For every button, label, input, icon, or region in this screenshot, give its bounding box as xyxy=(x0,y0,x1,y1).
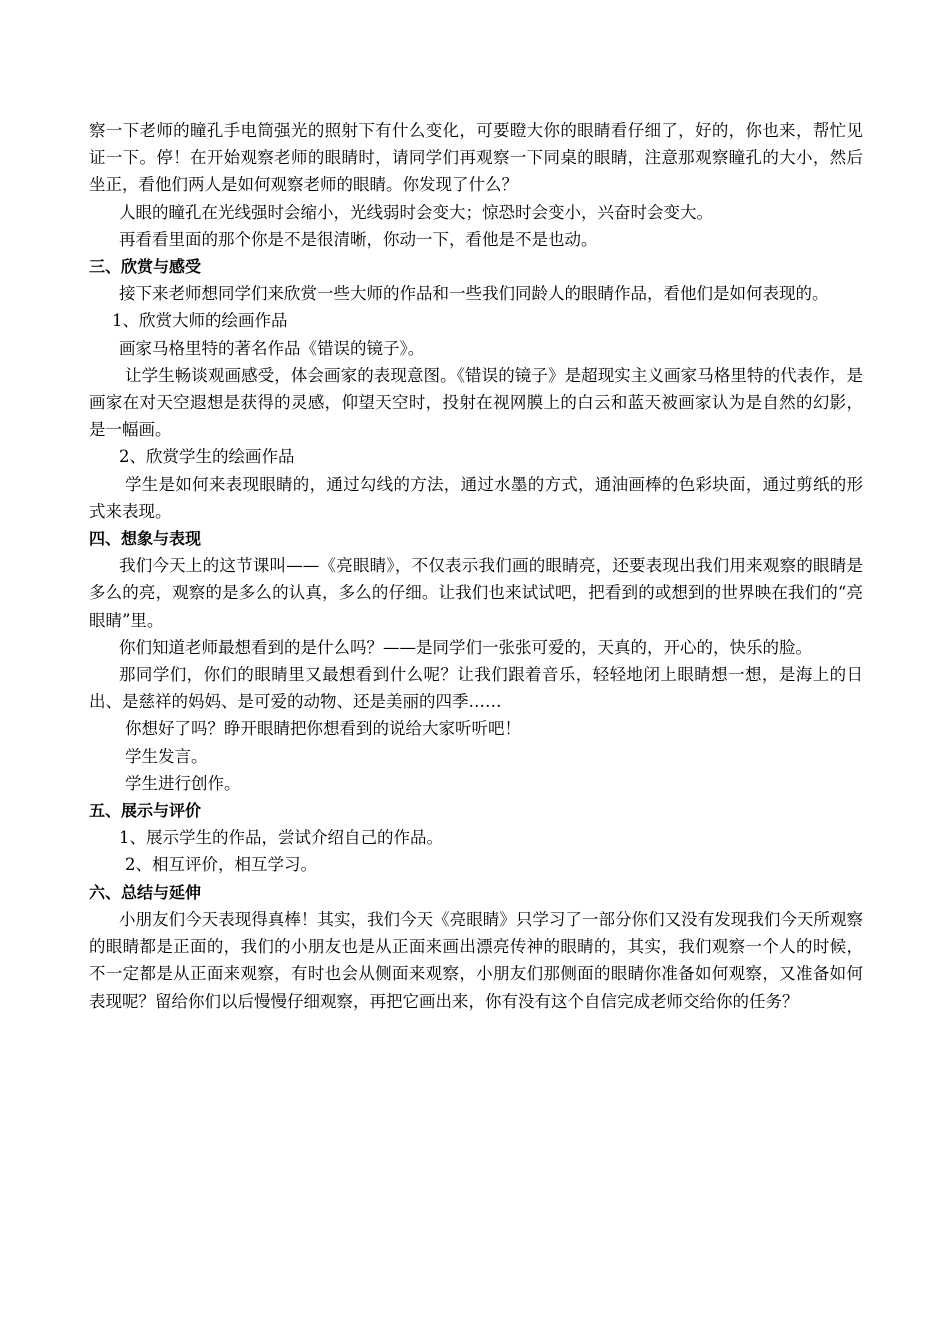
section-3-item-1: 1、欣赏大师的绘画作品 xyxy=(112,311,288,331)
section-5-item-1: 1、展示学生的作品，尝试介绍自己的作品。 xyxy=(119,828,443,848)
section-3-paragraph-1: 接下来老师想同学们来欣赏一些大师的作品和一些我们同龄人的眼睛作品，看他们是如何表现的。 xyxy=(119,284,829,304)
intro-paragraph-3: 再看看里面的那个你是不是很清晰，你动一下，看他是不是也动。 xyxy=(119,229,598,249)
section-5-item-2: 2、相互评价，相互学习。 xyxy=(125,855,317,875)
section-4-heading: 四、想象与表现 xyxy=(89,529,202,549)
section-4-paragraph-1: 我们今天上的这节课叫——《亮眼睛》，不仅表示我们画的眼睛亮，还要表现出我们用来观察的眼睛是多么的亮，观察的是多么的认真，多么的仔细。让我们也来试试吧，把看到的或想到的世界映在我们的“亮眼睛”里。 xyxy=(89,556,863,630)
section-3-paragraph-3: 让学生畅谈观画感受，体会画家的表现意图。《错误的镜子》是超现实主义画家马格里特的代表作，是画家在对天空遐想是获得的灵感，仰望天空时，投射在视网膜上的白云和蓝天被画家认为是自然的幻影，是一幅画。 xyxy=(89,365,863,440)
intro-paragraph-1: 察一下老师的瞳孔手电筒强光的照射下有什么变化，可要瞪大你的眼睛看仔细了，好的，你也来，帮忙见证一下。停！在开始观察老师的眼睛时，请同学们再观察一下同桌的眼睛，注意那观察瞳孔的大小，然后坐正，看他们两人是如何观察老师的眼睛。你发现了什么？ xyxy=(89,121,863,195)
section-3-paragraph-4: 学生是如何来表现眼睛的，通过勾线的方法，通过水墨的方式，通油画棒的色彩块面，通过剪纸的形式来表现。 xyxy=(89,474,863,521)
section-3-item-2: 2、欣赏学生的绘画作品 xyxy=(119,447,295,467)
document-body xyxy=(89,117,863,1015)
section-4-paragraph-2: 你们知道老师最想看到的是什么吗？——是同学们一张张可爱的，天真的，开心的，快乐的脸。 xyxy=(119,637,812,657)
section-4-paragraph-6: 学生进行创作。 xyxy=(125,773,241,793)
section-5-heading: 五、展示与评价 xyxy=(89,801,202,821)
intro-paragraph-2: 人眼的瞳孔在光线强时会缩小，光线弱时会变大；惊恐时会变小，兴奋时会变大。 xyxy=(119,202,713,222)
section-4-paragraph-5: 学生发言。 xyxy=(125,746,208,766)
section-4-paragraph-3: 那同学们，你们的眼睛里又最想看到什么呢？让我们跟着音乐，轻轻地闭上眼睛想一想，是海上的日出、是慈祥的妈妈、是可爱的动物、还是美丽的四季…… xyxy=(89,665,863,712)
section-6-heading: 六、总结与延伸 xyxy=(89,882,202,902)
section-3-paragraph-2: 画家马格里特的著名作品《错误的镜子》。 xyxy=(119,338,425,358)
section-6-paragraph-1: 小朋友们今天表现得真棒！其实，我们今天《亮眼睛》只学习了一部分你们又没有发现我们今天所观察的眼睛都是正面的，我们的小朋友也是从正面来画出漂亮传神的眼睛的，其实，我们观察一个人的时候，不一定都是从正面来观察，有时也会从侧面来观察，小朋友们那侧面的眼睛你准备如何观察，又准备如何表现呢？留给你们以后慢慢仔细观察，再把它画出来，你有没有这个自信完成老师交给你的任务？ xyxy=(89,909,863,1011)
section-3-heading: 三、欣赏与感受 xyxy=(89,257,202,277)
section-4-paragraph-4: 你想好了吗？睁开眼睛把你想看到的说给大家听听吧！ xyxy=(125,719,521,739)
